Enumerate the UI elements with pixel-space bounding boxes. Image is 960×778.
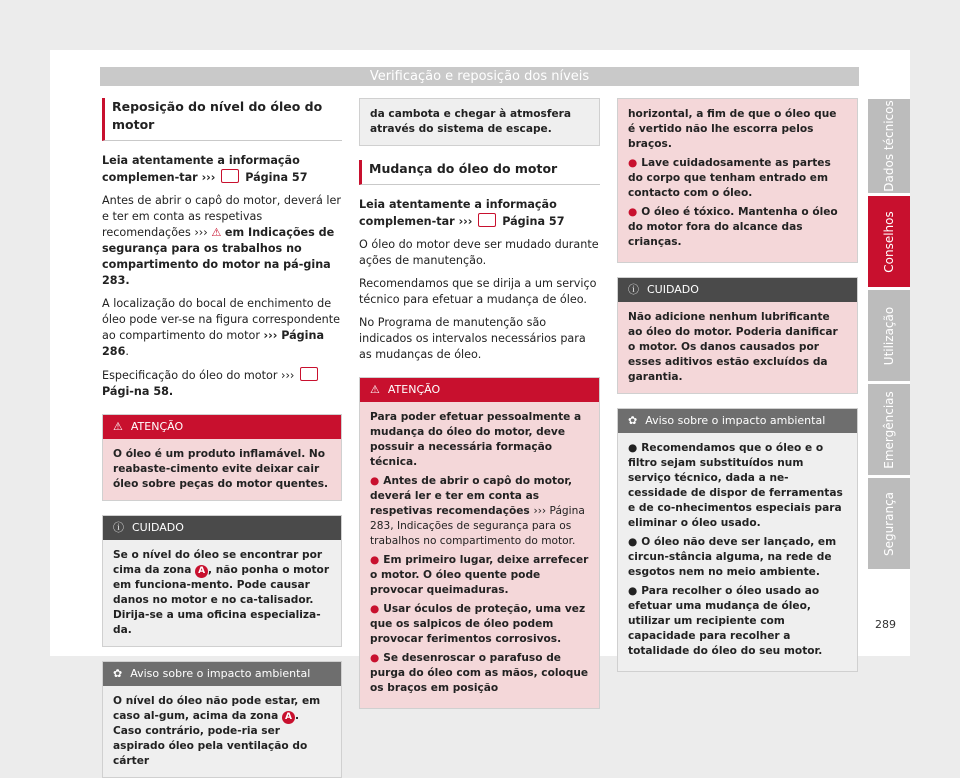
environment-header: ✿ Aviso sobre o impacto ambiental: [618, 409, 857, 433]
marker-a: A: [195, 565, 208, 578]
column-3: [617, 98, 858, 672]
caution-text: Se o nível do óleo se encontrar por cima da zona A , não ponha o motor em funciona-mento. Pode causar danos no motor e no ca-talisador. Dirija-se a uma oficina especializa-da.: [103, 540, 341, 646]
leaf-icon: ✿: [628, 414, 638, 427]
info-circle-icon: ⓘ: [628, 283, 639, 296]
warning-icon: ⚠: [113, 420, 123, 433]
environment-text: da cambota e chegar à atmosfera através do sistema de escape.: [360, 99, 599, 145]
column-2: [359, 98, 600, 709]
page-header: Verificação e reposição dos níveis: [100, 67, 859, 86]
paragraph: Especificação do óleo do motor ››› Pági-na 58.: [102, 367, 342, 400]
paragraph: O óleo do motor deve ser mudado durante ações de manutenção.: [359, 238, 599, 267]
column-1: [102, 98, 342, 778]
warning-text: horizontal, a fim de que o óleo que é vertido não lhe escorra pelos braços. ● Lave cuidadosamente as partes do corpo que tenham entrado em contacto com o óleo. ● O óleo é tóxico. Mantenha o óleo do motor fora do alcance das crianças.: [618, 99, 857, 262]
book-icon: [221, 169, 239, 183]
paragraph: No Programa de manutenção são indicados os intervalos necessários para as mudanças de óleo.: [359, 316, 586, 361]
warning-text: O óleo é um produto inflamável. No reabaste-cimento evite deixar cair óleo sobre peças do motor quentes.: [103, 439, 341, 500]
paragraph: Recomendamos que se dirija a um serviço técnico para efetuar a mudança de óleo.: [359, 277, 597, 306]
tab-utilizacao[interactable]: Utilização: [868, 290, 910, 381]
warning-icon: ⚠: [211, 226, 222, 239]
environment-text: O nível do óleo não pode estar, em caso al-gum, acima da zona A . Caso contrário, pode-ria ser aspirado óleo pela ventilação do cárter: [103, 686, 341, 777]
environment-header: ✿ Aviso sobre o impacto ambiental: [103, 662, 341, 686]
warning-header: ⚠ ATENÇÃO: [103, 415, 341, 439]
side-tabs: [868, 99, 910, 572]
book-icon: [478, 213, 496, 227]
warning-box-continued: [617, 98, 858, 263]
environment-box: [102, 661, 342, 778]
warning-text: Para poder efetuar pessoalmente a mudança do óleo do motor, deve possuir a necessária formação técnica. ● Antes de abrir o capô do motor, deverá ler e ter em conta as respetivas recomendações ››› Página 283, Indicações de segurança para os trabalhos no compartimento do motor. ● Em primeiro lugar, deixe arrefecer o motor. O óleo quente pode provocar queimaduras. ● Usar óculos de proteção, uma vez que os salpicos de óleo podem provocar ferimentos corrosivos. ● Se desenroscar o parafuso de purga do óleo com as mãos, coloque os braços em posição: [360, 402, 599, 708]
paragraph: Leia atentamente a informação complemen-tar ››› Página 57: [102, 154, 308, 184]
section-title: Mudança do óleo do motor: [359, 160, 600, 185]
caution-header: ⓘ CUIDADO: [103, 516, 341, 540]
warning-header: ⚠ ATENÇÃO: [360, 378, 599, 402]
book-icon: [300, 367, 318, 381]
paragraph: A localização do bocal de enchimento de óleo pode ver-se na figura correspondente ao compartimento do motor ››› Página 286.: [102, 297, 341, 358]
tab-conselhos[interactable]: Conselhos: [868, 196, 910, 287]
environment-box-continued: [359, 98, 600, 146]
paragraph: Antes de abrir o capô do motor, deverá ler e ter em conta as respetivas recomendações ››› ⚠ em Indicações de segurança para os trabalhos no compartimento do motor na pá-gina 283.: [102, 194, 341, 287]
section-title: Reposição do nível do óleo do motor: [102, 98, 342, 141]
caution-box: [617, 277, 858, 394]
environment-box: [617, 408, 858, 672]
page-number: 289: [875, 618, 896, 631]
paragraph: Leia atentamente a informação complemen-tar ››› Página 57: [359, 198, 565, 228]
marker-a: A: [282, 711, 295, 724]
tab-emergencias[interactable]: Emergências: [868, 384, 910, 475]
caution-box: [102, 515, 342, 647]
info-circle-icon: ⓘ: [113, 521, 124, 534]
tab-seguranca[interactable]: Segurança: [868, 478, 910, 569]
environment-text: ● Recomendamos que o óleo e o filtro sejam substituídos num serviço técnico, dada a ne-cessidade de dispor de ferramentas e de co-nhecimentos especiais para eliminar o óleo usado. ● O óleo não deve ser lançado, em circun-stância alguma, na rede de esgotos nem no meio ambiente. ● Para recolher o óleo usado ao efetuar uma mudança de óleo, utilizar um recipiente com capacidade para recolher a totalidade do óleo do seu motor.: [618, 433, 857, 671]
leaf-icon: ✿: [113, 667, 123, 680]
caution-text: Não adicione nenhum lubrificante ao óleo do motor. Poderia danificar o motor. Os danos causados por esses aditivos estão excluídos da garantia.: [618, 302, 857, 393]
warning-icon: ⚠: [370, 383, 380, 396]
tab-dados-tecnicos[interactable]: Dados técnicos: [868, 99, 910, 193]
caution-header: ⓘ CUIDADO: [618, 278, 857, 302]
warning-box: [102, 414, 342, 501]
warning-box: [359, 377, 600, 709]
